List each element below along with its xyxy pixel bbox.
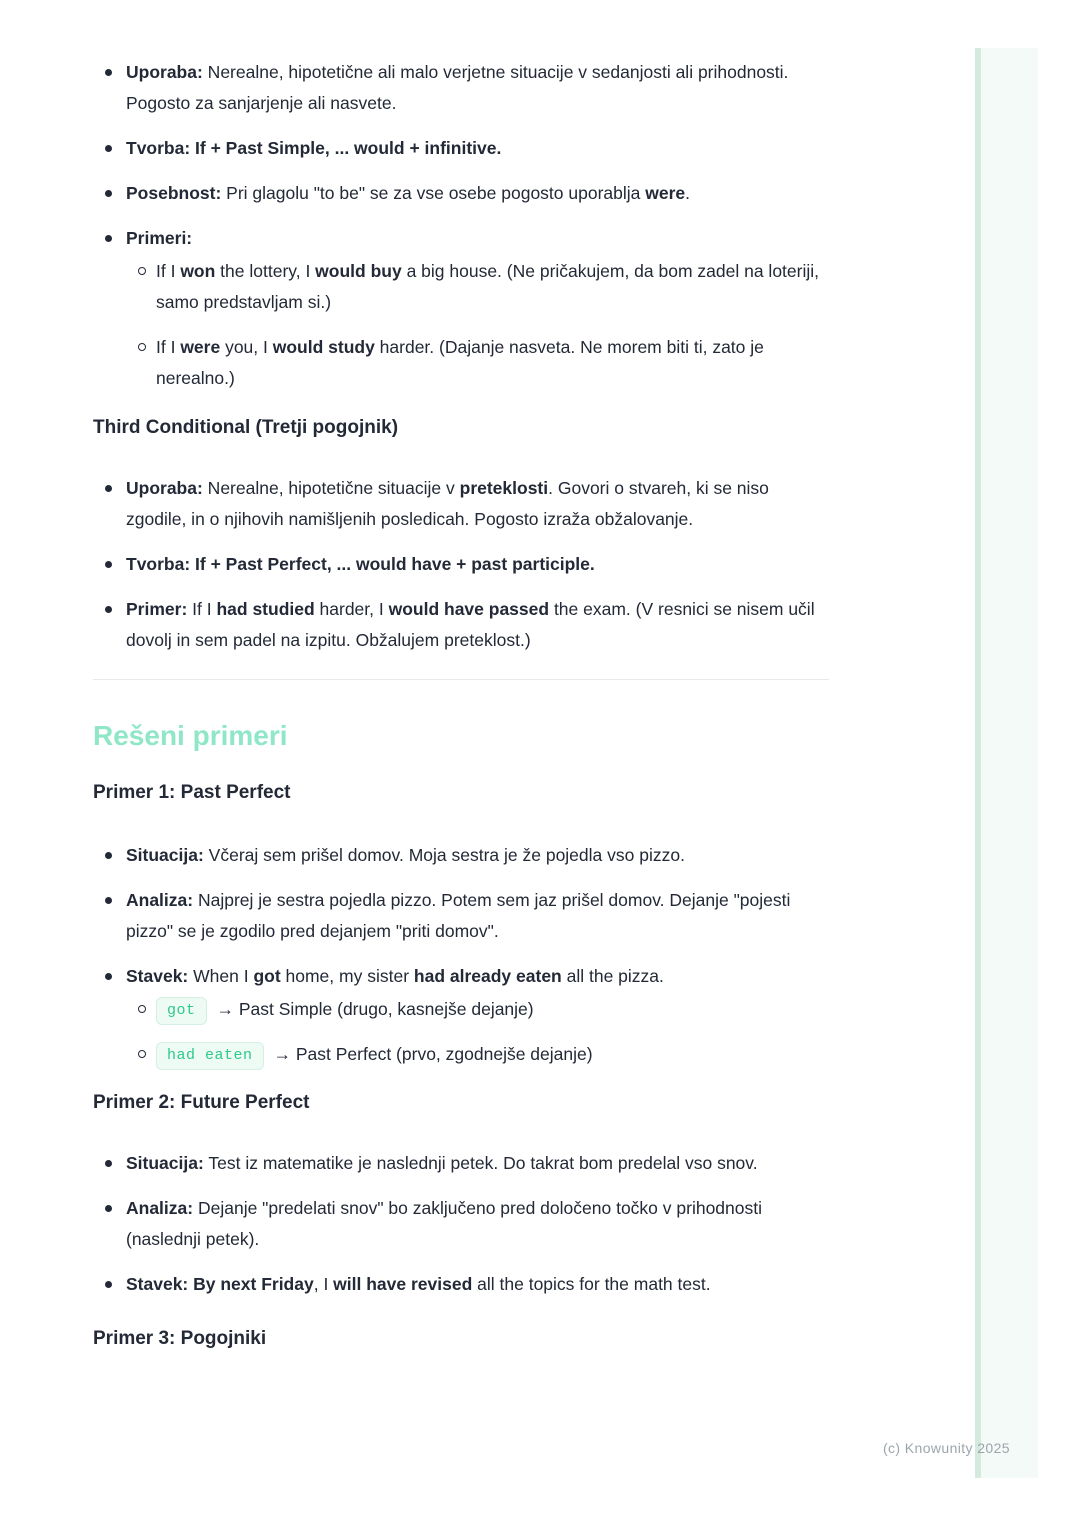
circle-bullet-icon [138, 267, 146, 275]
text-segment: . [685, 183, 691, 203]
primer1-list [93, 840, 829, 1070]
bold-text-segment: Situacija: [126, 845, 204, 865]
bold-text-segment: were [180, 337, 221, 357]
second-conditional-list [93, 57, 829, 394]
bold-text-segment: would buy [315, 261, 402, 281]
bold-text-segment: Primeri: [126, 228, 193, 248]
bold-text-segment: Stavek: By next Friday [126, 1274, 314, 1294]
bold-text-segment: would study [272, 337, 375, 357]
text-segment: → Past Perfect (prvo, zgodnejše dejanje) [273, 1044, 593, 1064]
text-segment: , I [313, 1274, 334, 1294]
list-item-text [126, 549, 829, 580]
text-segment: the exam. (V resnici se nisem učil dovolj in sem padel na izpitu. Obžalujem preteklost.) [126, 599, 815, 650]
bold-text-segment: will have revised [333, 1274, 473, 1294]
document-content [93, 0, 829, 1351]
list-item-text [126, 223, 829, 394]
bold-text-segment: Stavek: [126, 966, 189, 986]
text-segment: Dejanje "predelati snov" bo zaključeno pred določeno točko v prihodnosti (naslednji petek). [126, 1198, 762, 1249]
list-item-text [126, 594, 829, 656]
list-item [93, 223, 829, 394]
bullet-icon [105, 235, 112, 242]
bold-text-segment: got [253, 966, 281, 986]
bold-text-segment: Uporaba: [126, 478, 203, 498]
text-segment: If I [156, 337, 181, 357]
list-item-text [156, 994, 829, 1025]
text-segment: harder. (Dajanje nasveta. Ne morem biti ti, zato je nerealno.) [156, 337, 764, 388]
bold-text-segment: Analiza: [126, 1198, 194, 1218]
bold-text-segment: Uporaba: [126, 62, 203, 82]
list-item-text [126, 1193, 829, 1255]
bold-text-segment: Posebnost: [126, 183, 222, 203]
text-segment: Pri glagolu "to be" se za vse osebe pogosto uporablja [221, 183, 646, 203]
bold-text-segment: had already eaten [413, 966, 562, 986]
bold-text-segment: Tvorba: If + Past Perfect, ... would have + past participle. [126, 554, 595, 574]
text-segment: If I [156, 261, 181, 281]
bold-text-segment: preteklosti [459, 478, 549, 498]
bold-text-segment: Situacija: [126, 1153, 204, 1173]
bullet-icon [105, 1160, 112, 1167]
bold-text-segment: Tvorba: If + Past Simple, ... would + infinitive. [126, 138, 502, 158]
bold-text-segment: would have passed [388, 599, 550, 619]
text-segment: If I [187, 599, 217, 619]
list-item-text [126, 1148, 829, 1179]
list-item [93, 885, 829, 947]
circle-bullet-icon [138, 1050, 146, 1058]
primer1-heading: Primer 1: Past Perfect [93, 782, 291, 803]
list-item-text [126, 961, 829, 1070]
list-item-text [126, 885, 829, 947]
bullet-icon [105, 973, 112, 980]
bold-text-segment: Analiza: [126, 890, 194, 910]
text-segment: Najprej je sestra pojedla pizzo. Potem sem jaz prišel domov. Dejanje "pojesti pizzo" se je zgodilo pred dejanjem "priti domov". [126, 890, 791, 941]
text-segment: . Govori o stvareh, ki se niso zgodile, in o njihovih namišljenih posledicah. Pogosto izraža obžalovanje. [126, 478, 769, 529]
bold-text-segment: had studied [216, 599, 315, 619]
solved-examples-heading: Rešeni primeri [93, 720, 288, 751]
primer2-heading: Primer 2: Future Perfect [93, 1092, 310, 1113]
text-segment: harder, I [314, 599, 389, 619]
list-item [126, 256, 829, 318]
third-conditional-heading: Third Conditional (Tretji pogojnik) [93, 417, 399, 438]
list-item [93, 1269, 829, 1300]
text-segment: you, I [220, 337, 273, 357]
list-item-text [126, 133, 829, 164]
bullet-icon [105, 190, 112, 197]
list-item-label [126, 961, 829, 992]
bullet-icon [105, 561, 112, 568]
text-segment: home, my sister [280, 966, 414, 986]
bullet-icon [105, 606, 112, 613]
list-item [126, 994, 829, 1025]
list-item [93, 1148, 829, 1179]
list-item-text [156, 256, 829, 318]
list-item [93, 178, 829, 209]
text-segment: all the topics for the math test. [472, 1274, 711, 1294]
bullet-icon [105, 1205, 112, 1212]
text-segment: When I [188, 966, 254, 986]
list-item [93, 473, 829, 535]
bold-text-segment: were [645, 183, 686, 203]
verb-analysis-sublist [126, 994, 829, 1070]
list-item [93, 594, 829, 656]
bullet-icon [105, 852, 112, 859]
list-item-text [126, 57, 829, 119]
section-divider [93, 679, 829, 680]
footer-copyright: (c) Knowunity 2025 [882, 1440, 1010, 1456]
code-chip: got [156, 997, 207, 1025]
bullet-icon [105, 1281, 112, 1288]
list-item [93, 961, 829, 1070]
bold-text-segment: won [180, 261, 216, 281]
list-item-text [156, 332, 829, 394]
list-item [126, 1039, 829, 1070]
examples-sublist [126, 256, 829, 394]
text-segment: a big house. (Ne pričakujem, da bom zadel na loteriji, samo predstavljam si.) [156, 261, 820, 312]
list-item-label [126, 223, 829, 254]
text-segment: all the pizza. [561, 966, 664, 986]
list-item-text [126, 1269, 829, 1300]
list-item [93, 549, 829, 580]
text-segment: Včeraj sem prišel domov. Moja sestra je že pojedla vso pizzo. [203, 845, 685, 865]
list-item [93, 133, 829, 164]
bullet-icon [105, 69, 112, 76]
list-item [93, 1193, 829, 1255]
circle-bullet-icon [138, 343, 146, 351]
list-item [93, 840, 829, 871]
list-item [126, 332, 829, 394]
list-item-text [126, 178, 829, 209]
text-segment: → Past Simple (drugo, kasnejše dejanje) [216, 999, 534, 1019]
list-item-text [156, 1039, 829, 1070]
list-item-text [126, 840, 829, 871]
text-segment: Test iz matematike je naslednji petek. Do takrat bom predelal vso snov. [203, 1153, 758, 1173]
code-chip: had eaten [156, 1042, 264, 1070]
third-conditional-list [93, 473, 829, 656]
bullet-icon [105, 145, 112, 152]
primer3-heading: Primer 3: Pogojniki [93, 1328, 267, 1349]
bold-text-segment: Primer: [126, 599, 188, 619]
side-accent-panel [975, 48, 1038, 1478]
circle-bullet-icon [138, 1005, 146, 1013]
list-item [93, 57, 829, 119]
bullet-icon [105, 485, 112, 492]
list-item-text [126, 473, 829, 535]
bullet-icon [105, 897, 112, 904]
text-segment: the lottery, I [215, 261, 316, 281]
text-segment: Nerealne, hipotetične situacije v [202, 478, 460, 498]
text-segment: Nerealne, hipotetične ali malo verjetne situacije v sedanjosti ali prihodnosti. Pogosto za sanjarjenje ali nasvete. [126, 62, 789, 113]
primer2-list [93, 1148, 829, 1300]
